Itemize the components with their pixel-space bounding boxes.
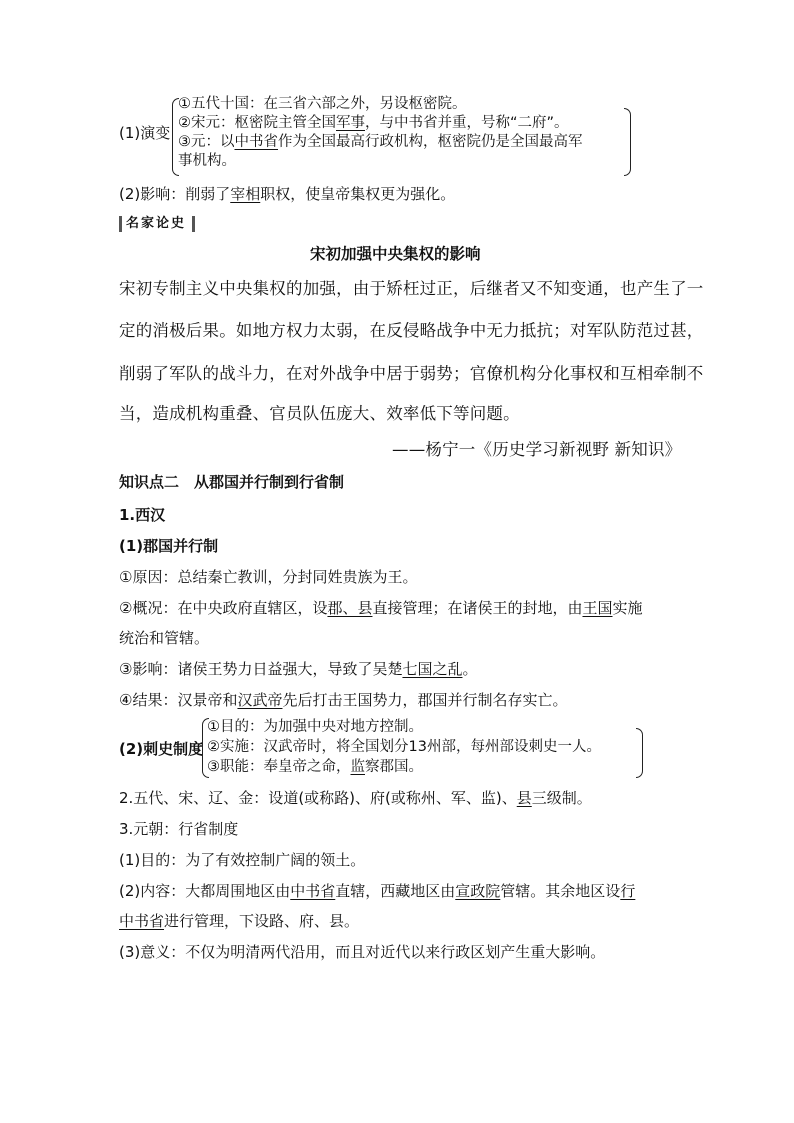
line-impact: ③影响：诸侯王势力日益强大，导致了吴楚七国之乱。	[119, 660, 478, 678]
section-3-content: (2)内容：大都周围地区由中书省直辖，西藏地区由宣政院管辖。其余地区设行	[119, 882, 636, 900]
line-overview: ②概况：在中央政府直辖区，设郡、县直接管理；在诸侯王的封地，由王国实施	[119, 599, 643, 617]
knowledge2-heading: 知识点二 从郡国并行制到行省制	[119, 473, 345, 491]
section-3-significance: (3)意义：不仅为明清两代沿用，而且对近代以来行政区划产生重大影响。	[119, 943, 606, 961]
section-3-purpose: (1)目的：为了有效控制广阔的领土。	[119, 851, 366, 869]
cishi-right-brace	[636, 728, 643, 778]
cishi-item-3: ③职能：奉皇帝之命，监察郡国。	[207, 759, 423, 775]
section-1-title: 1.西汉	[119, 506, 166, 524]
line-overview-cont: 统治和管辖。	[119, 629, 210, 647]
influence-line: (2)影响：削弱了宰相职权，使皇帝集权更为强化。	[119, 185, 456, 203]
line-cause: ①原因：总结秦亡教训，分封同姓贵族为王。	[119, 568, 418, 586]
evolution-item-3-cont: 事机构。	[178, 153, 236, 169]
section-2-line: 2.五代、宋、辽、金：设道(或称路)、府(或称州、军、监)、县三级制。	[119, 789, 592, 807]
quote-line-4: 当，造成机构重叠、官员队伍庞大、效率低下等问题。	[119, 404, 520, 423]
quote-line-2: 定的消极后果。如地方权力太弱，在反侵略战争中无力抵抗；对军队防范过甚，	[119, 321, 704, 340]
cishi-item-2: ②实施：汉武帝时，将全国划分13州部，每州部设刺史一人。	[207, 739, 601, 755]
line-result: ④结果：汉景帝和汉武帝先后打击王国势力，郡国并行制名存实亡。	[119, 691, 568, 709]
tag-right-bar	[192, 216, 195, 232]
evolution-item-3: ③元：以中书省作为全国最高行政机构，枢密院仍是全国最高军	[178, 134, 583, 150]
famous-section-tag: 名家论史	[126, 216, 187, 231]
section-1-1-title: (1)郡国并行制	[119, 537, 219, 555]
section-3-content-cont: 中书省进行管理，下设路、府、县。	[119, 912, 360, 930]
cishi-label: (2)刺史制度	[119, 740, 204, 758]
quote-line-1: 宋初专制主义中央集权的加强，由于矫枉过正，后继者又不知变通，也产生了一	[119, 279, 704, 298]
tag-left-bar	[119, 216, 122, 232]
cishi-item-1: ①目的：为加强中央对地方控制。	[207, 719, 423, 735]
evolution-item-1: ①五代十国：在三省六部之外，另设枢密院。	[178, 96, 467, 112]
quote-line-3: 削弱了军队的战斗力，在对外战争中居于弱势；官僚机构分化事权和互相牵制不	[119, 364, 704, 383]
quote-source: ——杨宁一《历史学习新视野 新知识》	[392, 440, 682, 459]
evolution-right-brace	[624, 108, 631, 176]
section-3-title: 3.元朝：行省制度	[119, 820, 239, 838]
evolution-label: (1)演变	[119, 124, 171, 142]
evolution-item-2: ②宋元：枢密院主管全国军事，与中书省并重，号称“二府”。	[178, 115, 569, 131]
famous-section-title: 宋初加强中央集权的影响	[310, 245, 481, 263]
